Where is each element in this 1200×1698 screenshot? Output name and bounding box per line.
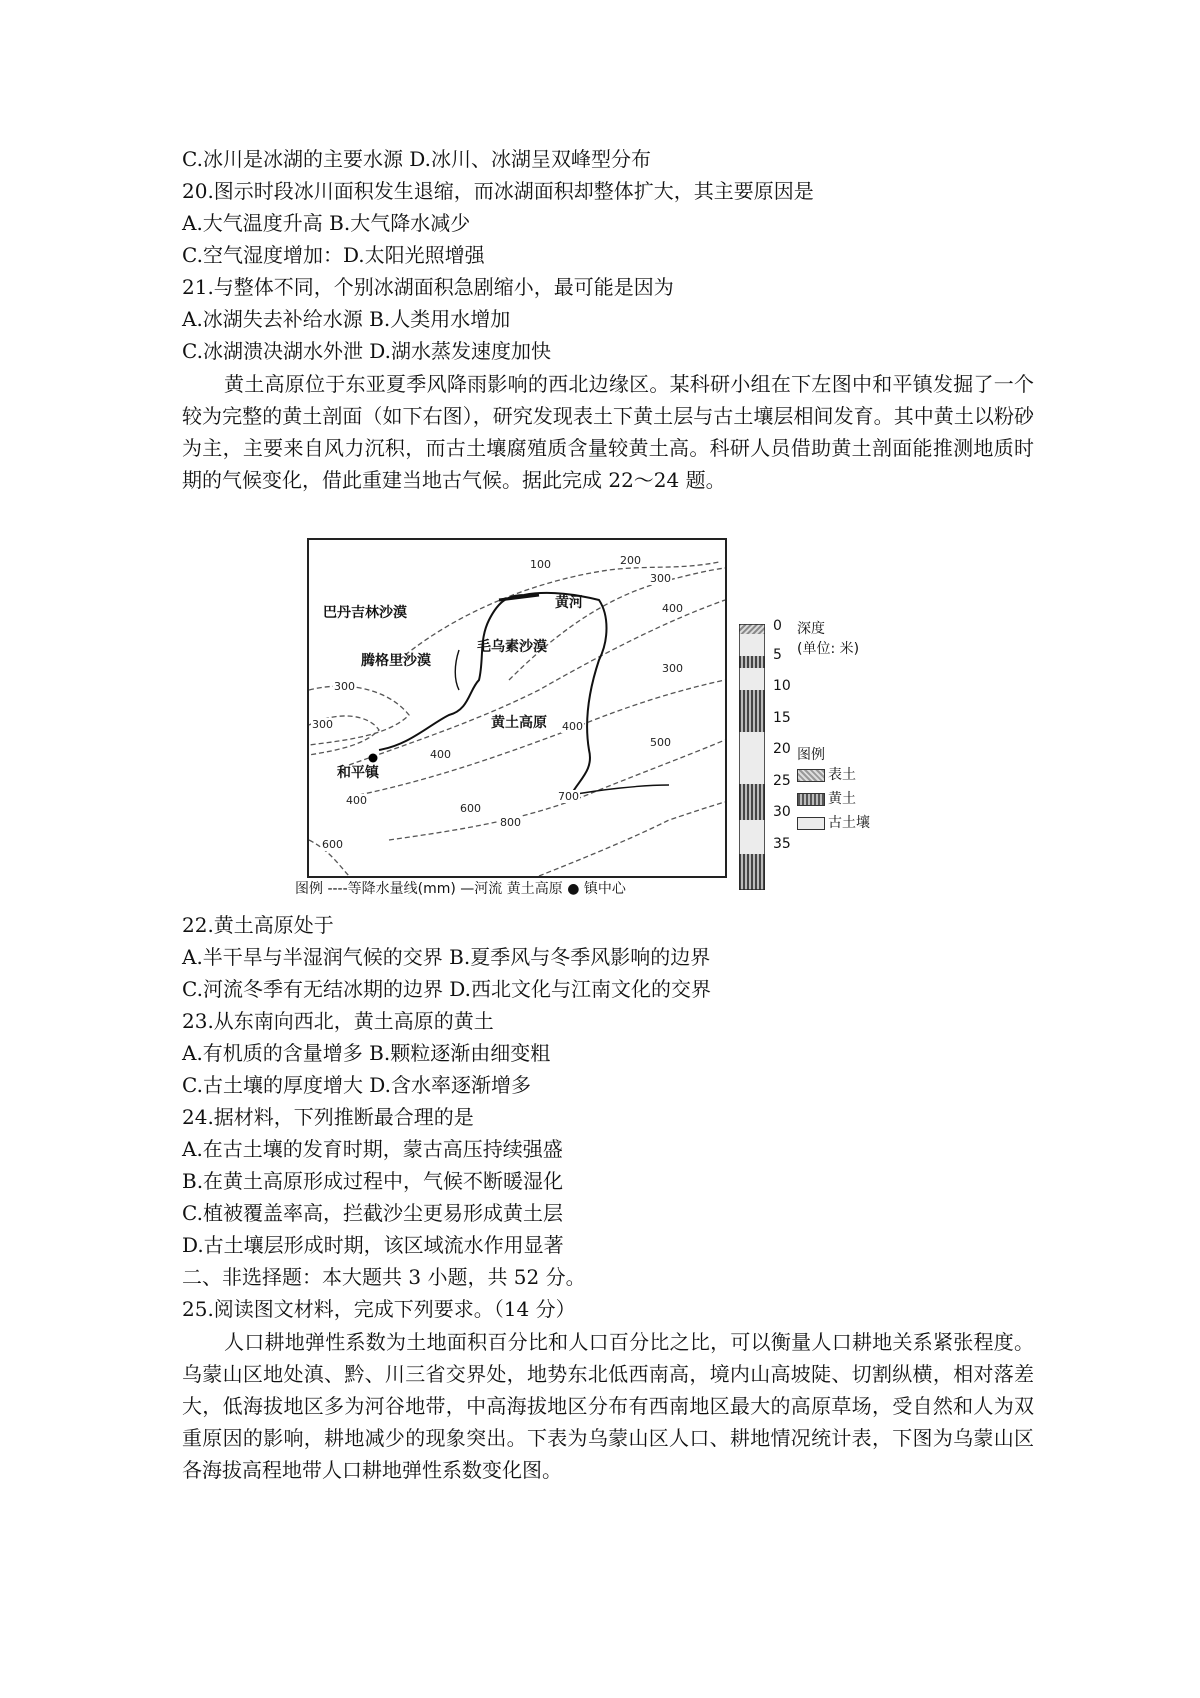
isohyet-label: 400 (346, 794, 367, 807)
loess-swatch (797, 793, 825, 806)
text-line: C.植被覆盖率高，拦截沙尘更易形成黄土层 (182, 1201, 563, 1225)
depth-tick: 30 (773, 804, 791, 820)
layer-paleosol (739, 668, 765, 690)
soil-profile-column (739, 624, 765, 890)
text-line: C.河流冬季有无结冰期的边界 D.西北文化与江南文化的交界 (182, 977, 711, 1001)
isohyet-line (539, 802, 725, 876)
map-label-huanghe: 黄河 (555, 595, 583, 611)
text-line: C.冰川是冰湖的主要水源 D.冰川、冰湖呈双峰型分布 (182, 147, 651, 171)
legend-item-loess (797, 788, 856, 808)
layer-paleosol (739, 820, 765, 854)
question-23: 23.从东南向西北，黄土高原的黄土 (182, 1009, 494, 1033)
isohyet-label: 500 (650, 736, 671, 749)
text-line: C.空气湿度增加：D.太阳光照增强 (182, 243, 485, 267)
yellow-river (379, 593, 607, 795)
depth-tick: 25 (773, 773, 791, 789)
question-21: 21.与整体不同，个别冰湖面积急剧缩小，最可能是因为 (182, 275, 674, 299)
text-line: A.冰湖失去补给水源 B.人类用水增加 (182, 307, 511, 331)
legend-item-topsoil (797, 764, 856, 784)
text-line: C.古土壤的厚度增大 D.含水率逐渐增多 (182, 1073, 531, 1097)
text-line: D.古土壤层形成时期，该区域流水作用显著 (182, 1233, 564, 1257)
text-line: A.半干旱与半湿润气候的交界 B.夏季风与冬季风影响的边界 (182, 945, 711, 969)
legend-label: 表土 (828, 767, 856, 783)
isohyet-label: 100 (530, 558, 551, 571)
isohyet-label: 700 (558, 790, 579, 803)
map-label-plateau: 黄土高原 (491, 715, 547, 731)
profile-legend-title: 图例 (797, 747, 825, 763)
isohyet-label: 400 (562, 720, 583, 733)
isohyet-label: 300 (662, 662, 683, 675)
legend-label: 古土壤 (828, 815, 870, 831)
river-tributary (571, 785, 669, 795)
isohyet-label: 300 (650, 572, 671, 585)
layer-paleosol (739, 732, 765, 784)
isohyet-label: 800 (500, 816, 521, 829)
profile-unit: (单位: 米) (797, 641, 860, 657)
isohyet-label: 600 (460, 802, 481, 815)
text-line: A.在古土壤的发育时期，蒙古高压持续强盛 (182, 1137, 563, 1161)
depth-tick: 15 (773, 710, 791, 726)
section-heading: 二、非选择题：本大题共 3 小题，共 52 分。 (182, 1265, 586, 1289)
river-tributary (455, 650, 459, 690)
text-line: A.大气温度升高 B.大气降水减少 (182, 211, 471, 235)
final-paragraph: 人口耕地弹性系数为土地面积百分比和人口百分比之比，可以衡量人口耕地关系紧张程度。乌蒙山区地处滇、黔、川三省交界处，地势东北低西南高，境内山高坡陡、切割纵横，相对落差大，低海拔地区多为河谷地带，中高海拔地区分布有西南地区最大的高原草场，受自然和人为双重原因的影响，耕地减少的现象突出。下表为乌蒙山区人口、耕地情况统计表，下图为乌蒙山区各海拔高程地带人口耕地弹性系数变化图。 (182, 1330, 1034, 1482)
question-22: 22.黄土高原处于 (182, 913, 334, 937)
isohyet-label: 200 (620, 554, 641, 567)
layer-loess (739, 854, 765, 890)
isohyet-label: 400 (662, 602, 683, 615)
map-label-badain: 巴丹吉林沙漠 (323, 605, 407, 621)
isohyet-line (309, 686, 409, 745)
isohyet-label: 300 (312, 718, 333, 731)
topsoil-swatch (797, 769, 825, 782)
map-label-heping: 和平镇 (337, 765, 379, 781)
layer-topsoil (739, 624, 765, 634)
legend-label: 黄土 (828, 791, 856, 807)
text-line: B.在黄土高原形成过程中，气候不断暖湿化 (182, 1169, 564, 1193)
question-24: 24.据材料，下列推断最合理的是 (182, 1105, 474, 1129)
text-line: A.有机质的含量增多 B.颗粒逐渐由细变粗 (182, 1041, 551, 1065)
legend-item-paleosol (797, 812, 870, 832)
depth-tick: 20 (773, 741, 791, 757)
map-label-tengger: 腾格里沙漠 (361, 653, 431, 669)
isohyet-label: 300 (334, 680, 355, 693)
question-20: 20.图示时段冰川面积发生退缩，而冰湖面积却整体扩大，其主要原因是 (182, 179, 814, 203)
layer-loess (739, 656, 765, 668)
text-line: C.冰湖溃决湖水外泄 D.湖水蒸发速度加快 (182, 339, 551, 363)
depth-tick: 10 (773, 678, 791, 694)
depth-tick: 0 (773, 618, 782, 634)
map-label-muus: 毛乌素沙漠 (477, 639, 547, 655)
isohyet-label: 400 (430, 748, 451, 761)
loess-plateau-map (307, 538, 727, 878)
layer-paleosol (739, 634, 765, 656)
paleosol-swatch (797, 817, 825, 830)
depth-tick: 35 (773, 836, 791, 852)
intro-paragraph: 黄土高原位于东亚夏季风降雨影响的西北边缘区。某科研小组在下左图中和平镇发掘了一个较为完整的黄土剖面（如下右图），研究发现表土下黄土层与古土壤层相间发育。其中黄土以粉砂为主，主要来自风力沉积，而古土壤腐殖质含量较黄土高。科研人员借助黄土剖面能推测地质时期的气候变化，借此重建当地古气候。据此完成 22～24 题。 (182, 372, 1034, 492)
isohyet-label: 600 (322, 838, 343, 851)
map-caption: 图例 ----等降水量线(mm) —河流 黄土高原 ● 镇中心 (295, 881, 626, 897)
figure (295, 534, 925, 896)
layer-loess (739, 690, 765, 732)
depth-tick: 5 (773, 647, 782, 663)
layer-loess (739, 784, 765, 820)
profile-title: 深度 (797, 621, 825, 637)
question-25: 25.阅读图文材料，完成下列要求。（14 分） (182, 1297, 576, 1321)
